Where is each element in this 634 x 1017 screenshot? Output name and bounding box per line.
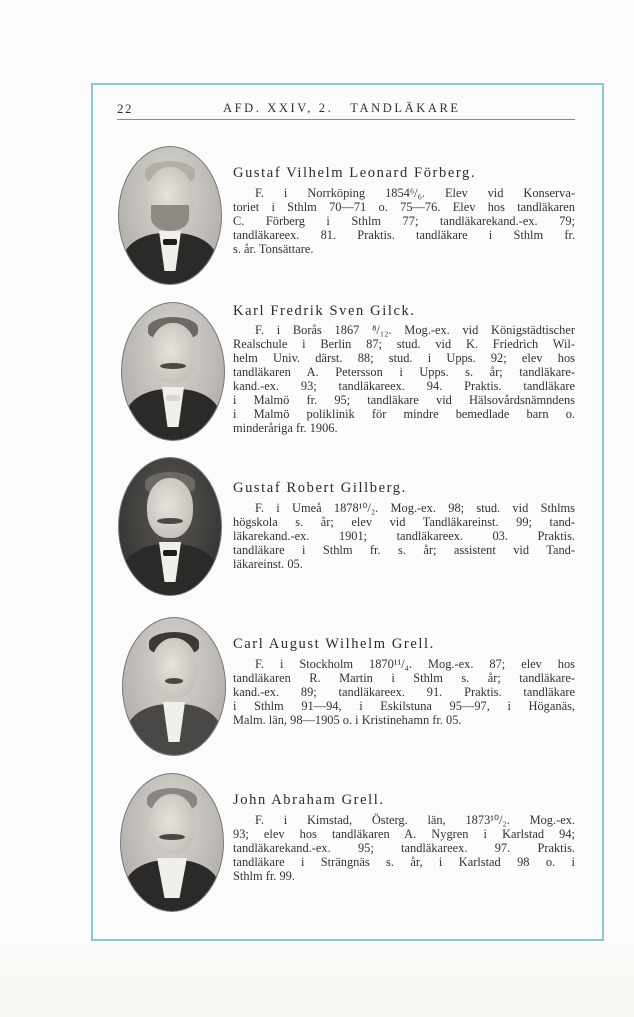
entry-name: Gustaf Robert Gillberg. <box>233 480 407 496</box>
bio-line: tandläkare i Sthlm fr. s. år; assistent vid Tand- <box>233 543 575 557</box>
bio-line: F. i Umeå 1878¹⁰/₂. Mog.-ex. 98; stud. vid Sthlms <box>255 501 575 515</box>
mustache <box>159 834 185 840</box>
entry-bio <box>233 657 575 727</box>
entry-name: Karl Fredrik Sven Gilck. <box>233 303 416 319</box>
portrait-carl-grell <box>122 617 226 756</box>
bio-line: 93; elev hos tandläkaren A. Nygren i Karlstad 94; <box>233 827 575 841</box>
running-head <box>117 99 575 120</box>
entry-bio <box>233 501 575 571</box>
face <box>151 638 197 698</box>
bio-line: Malm. län, 98—1905 o. i Kristinehamn fr. 05. <box>233 713 462 727</box>
section-title: AFD. XXIV, 2. TANDLÄKARE <box>223 101 461 115</box>
bio-line: helm Univ. därst. 88; stud. i Upps. 92; elev hos <box>233 351 575 365</box>
bio-line: F. i Stockholm 1870¹¹/₄. Mog.-ex. 87; elev hos <box>255 657 575 671</box>
portrait-john-grell <box>120 773 224 912</box>
entry-bio <box>233 186 575 256</box>
page-number: 22 <box>117 101 133 116</box>
bio-line: läkarekand.-ex. 1901; tandläkareex. 03. Praktis. <box>233 529 575 543</box>
tie <box>163 239 177 245</box>
bio-line: högskola s. år; elev vid Tandläkareinst. 99; tand- <box>233 515 575 529</box>
bio-line: tandläkaren A. Petersson i Upps. s. år; tandläkare- <box>233 365 575 379</box>
bio-line: minderåriga fr. 1906. <box>233 421 338 435</box>
entry-bio <box>233 813 575 883</box>
paper-edge <box>0 940 634 1017</box>
portrait-forberg <box>118 146 222 285</box>
bio-line: tandläkareex. 81. Praktis. tandläkare i Sthlm fr. <box>233 228 575 242</box>
beard <box>151 205 189 231</box>
bio-line: tandläkare i Strängnäs s. år, i Karlstad 98 o. i <box>233 855 575 869</box>
mustache <box>157 518 183 524</box>
face <box>149 794 195 854</box>
bio-line: tandläkarekand.-ex. 95; tandläkareex. 97. Praktis. <box>233 841 575 855</box>
face <box>150 323 196 383</box>
bio-line: Realschule i Berlin 87; stud. vid K. Friedrich Wil- <box>233 337 575 351</box>
face <box>147 478 193 538</box>
entry-bio <box>233 323 575 435</box>
portrait-gilck <box>121 302 225 441</box>
bio-line: F. i Borås 1867 ⁸/₁₂. Mog.-ex. vid Königstädtischer <box>255 323 575 337</box>
bio-line: läkareinst. 05. <box>233 557 303 571</box>
entry-name: Carl August Wilhelm Grell. <box>233 636 435 652</box>
mustache <box>165 678 183 684</box>
bio-line: F. i Kimstad, Österg. län, 1873¹⁰/₂. Mog.-ex. <box>255 813 575 827</box>
tie <box>163 550 177 556</box>
bio-line: kand.-ex. 93; tandläkareex. 94. Praktis. tandläkare <box>233 379 575 393</box>
bio-line: i Sthlm 91—94, i Eskilstuna 95—97, i Höganäs, <box>233 699 575 713</box>
bio-line: toriet i Sthlm 70—71 o. 75—76. Elev hos tandläkaren <box>233 200 575 214</box>
entry-name: Gustaf Vilhelm Leonard Förberg. <box>233 165 477 181</box>
tie <box>166 395 180 401</box>
bio-line: Sthlm fr. 99. <box>233 869 295 883</box>
bio-line: s. år. Tonsättare. <box>233 242 314 256</box>
mustache <box>160 363 186 369</box>
bio-line: i Malmö poliklinik för mindre bemedlade barn o. <box>233 407 575 421</box>
bio-line: kand.-ex. 89; tandläkareex. 91. Praktis. tandläkare <box>233 685 575 699</box>
bio-line: F. i Norrköping 1854⁶/₆. Elev vid Konserva- <box>255 186 575 200</box>
bio-line: C. Förberg i Sthlm 77; tandläkarekand.-ex. 79; <box>233 214 575 228</box>
portrait-gillberg <box>118 457 222 596</box>
entry-name: John Abraham Grell. <box>233 792 385 808</box>
bio-line: i Malmö fr. 95; tandläkare vid Hälsovårdsnämndens <box>233 393 575 407</box>
bio-line: tandläkaren R. Martin i Sthlm s. år; tandläkare- <box>233 671 575 685</box>
